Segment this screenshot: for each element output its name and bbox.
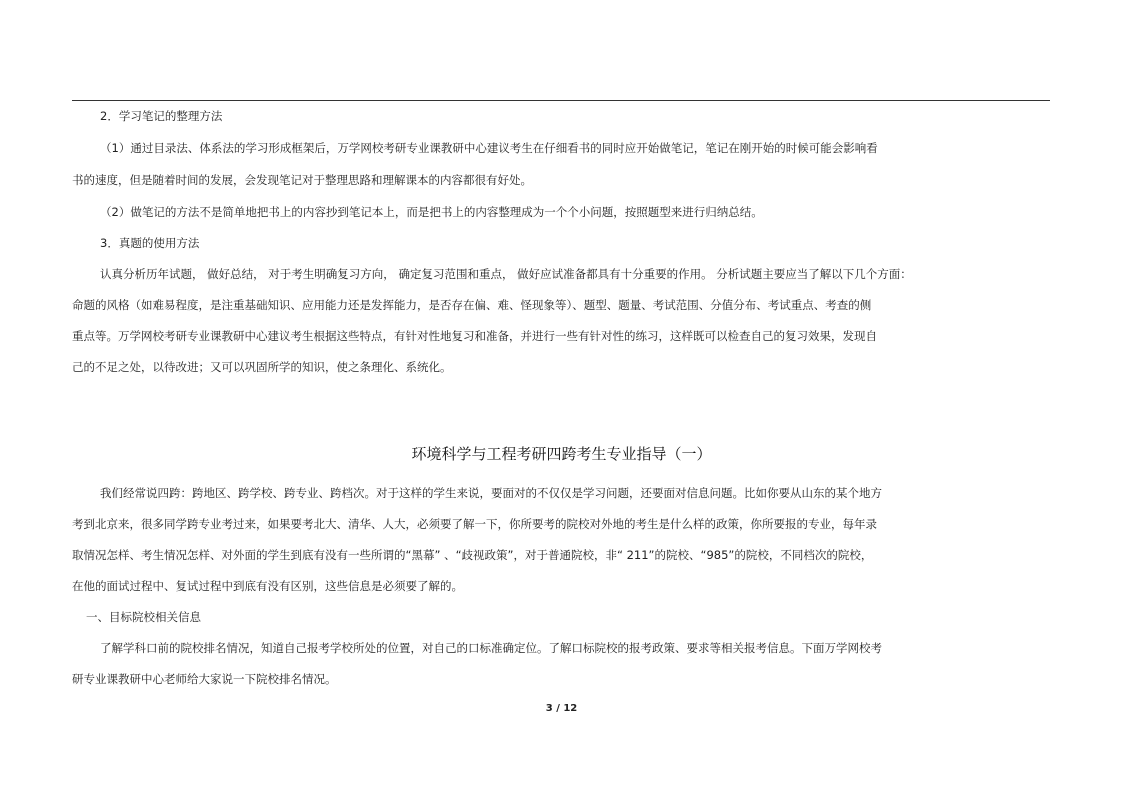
paragraph-line: 考到北京来，很多同学跨专业考过来，如果要考北大、清华、人大，必须要了解一下，你所要考的院校对外地的考生是什么样的政策，你所要报的专业，每年录 — [72, 517, 877, 531]
paragraph-line: 认真分析历年试题， 做好总结， 对于考生明确复习方向， 确定复习范围和重点， 做好应试准备都具有十分重要的作用。 分析试题主要应当了解以下几个方面： — [100, 267, 912, 281]
paragraph-line: 重点等。万学网校考研专业课教研中心建议考生根据这些特点，有针对性地复习和准备，并进行一些有针对性的练习，这样既可以检查自己的复习效果，发现自 — [72, 329, 877, 343]
paragraph-line: 己的不足之处，以待改进；又可以巩固所学的知识，使之条理化、系统化。 — [72, 360, 452, 374]
paragraph-line: 命题的风格（如难易程度，是注重基础知识、应用能力还是发挥能力，是否存在偏、难、怪现象等）、题型、题量、考试范围、分值分布、考试重点、考查的侧 — [72, 298, 872, 312]
paragraph-line: 了解学科口前的院校排名情况，知道自己报考学校所处的位置，对自己的口标准确定位。了解口标院校的报考政策、要求等相关报考信息。下面万学网校考 — [100, 641, 882, 655]
page-number: 3 / 12 — [545, 703, 578, 714]
paragraph-line: （2）做笔记的方法不是简单地把书上的内容抄到笔记本上，而是把书上的内容整理成为一个个小问题，按照题型来进行归纳总结。 — [100, 205, 763, 219]
paragraph-line: 书的速度，但是随着时间的发展，会发现笔记对于整理思路和理解课本的内容都很有好处。 — [72, 173, 532, 187]
paragraph-line: 我们经常说四跨：跨地区、跨学校、跨专业、跨档次。对于这样的学生来说，要面对的不仅仅是学习问题，还要面对信息问题。比如你要从山东的某个地方 — [100, 486, 882, 500]
paragraph-line: 研专业课教研中心老师给大家说一下院校排名情况。 — [72, 672, 337, 686]
paragraph-line: （1）通过目录法、体系法的学习形成框架后，万学网校考研专业课教研中心建议考生在仔细看书的同时应开始做笔记，笔记在刚开始的时候可能会影响看 — [100, 141, 878, 155]
section-heading-notes: 2．学习笔记的整理方法 — [100, 109, 223, 123]
section-heading-exams: 3．真题的使用方法 — [100, 236, 200, 250]
header-rule — [72, 100, 1050, 101]
subsection-heading: 一、目标院校相关信息 — [86, 610, 201, 624]
article-title: 环境科学与工程考研四跨考生专业指导（一） — [411, 445, 712, 463]
paragraph-line: 在他的面试过程中、复试过程中到底有没有区别，这些信息是必须要了解的。 — [72, 579, 463, 593]
paragraph-line: 取情况怎样、考生情况怎样、对外面的学生到底有没有一些所谓的“黑幕” 、“歧视政策”，对于普通院校，非“ 211”的院校、“985”的院校，不同档次的院校， — [72, 548, 873, 562]
